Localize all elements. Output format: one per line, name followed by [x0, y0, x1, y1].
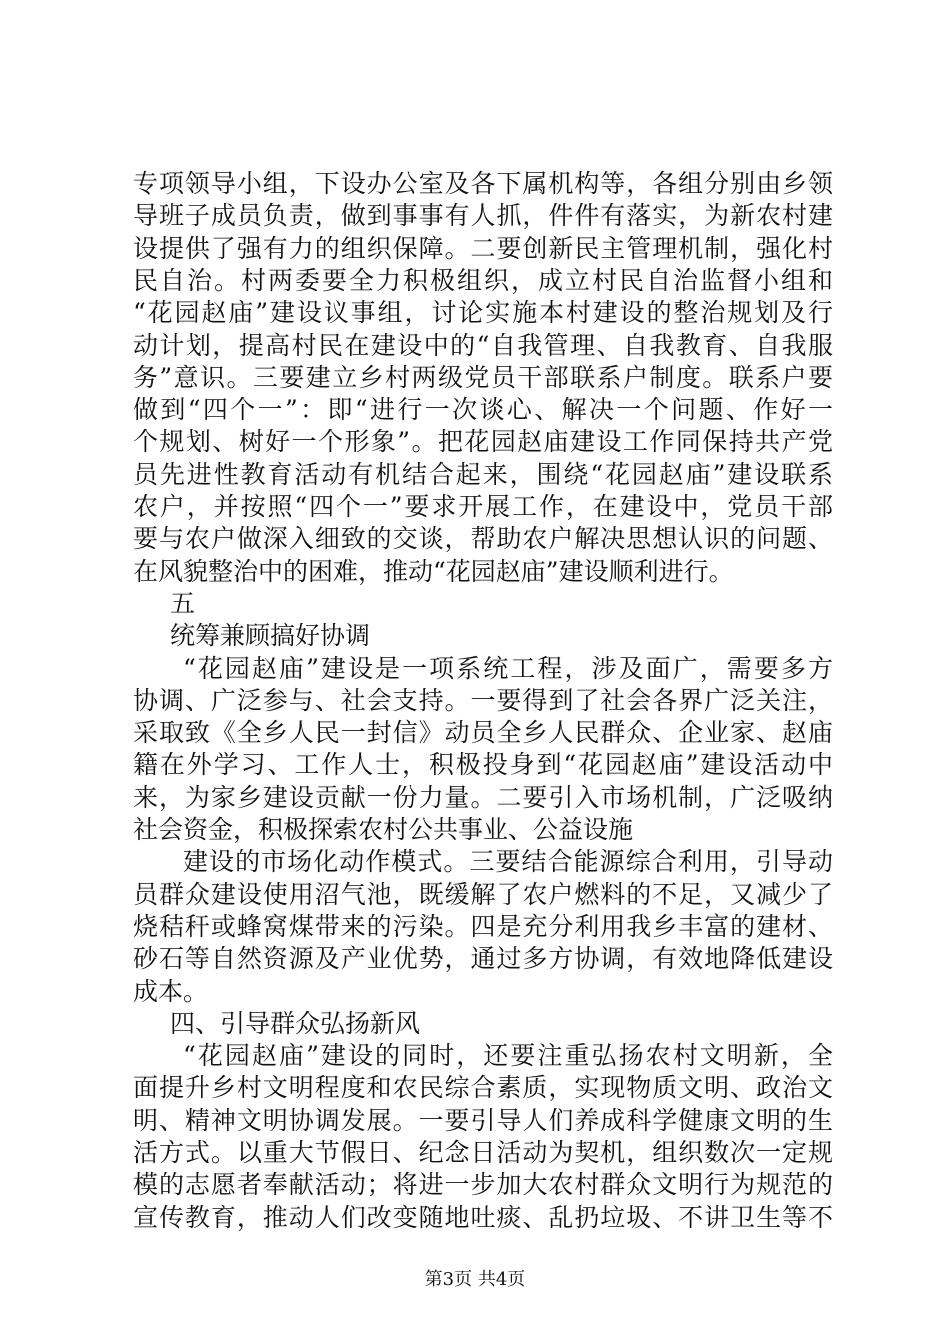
body-line: 模的志愿者奉献活动；将进一步加大农村群众文明行为规范的: [133, 1170, 833, 1200]
body-line: 动计划，提高村民在建设中的“自我管理、自我教育、自我服: [133, 330, 833, 360]
section-number: 五: [170, 588, 196, 618]
body-line: 员先进性教育活动有机结合起来，围绕“花园赵庙”建设联系: [133, 459, 833, 489]
body-line: 务”意识。三要建立乡村两级党员干部联系户制度。联系户要: [133, 362, 833, 392]
body-line: 砂石等自然资源及产业优势，通过多方协调，有效地降低建设: [133, 944, 833, 974]
section-heading: 四、引导群众弘扬新风: [170, 1008, 421, 1038]
body-line: 在风貌整治中的困难，推动“花园赵庙”建设顺利进行。: [133, 556, 734, 586]
body-line: 要与农户做深入细致的交谈，帮助农户解决思想认识的问题、: [133, 524, 833, 554]
body-line: 导班子成员负责，做到事事有人抓，件件有落实，为新农村建: [133, 201, 833, 231]
body-line: 成本。: [133, 976, 209, 1006]
body-line: 籍在外学习、工作人士，积极投身到“花园赵庙”建设活动中: [133, 750, 833, 780]
body-line: “花园赵庙”建设议事组，讨论实施本村建设的整治规划及行: [133, 298, 833, 328]
body-line: “花园赵庙”建设的同时，还要注重弘扬农村文明新，全: [183, 1041, 833, 1071]
body-line: 明、精神文明协调发展。一要引导人们养成科学健康文明的生: [133, 1105, 833, 1135]
body-line: 社会资金，积极探索农村公共事业、公益设施: [133, 815, 634, 844]
page-footer: 第3页 共4页: [424, 1269, 526, 1290]
body-line: “花园赵庙”建设是一项系统工程，涉及面广，需要多方: [183, 653, 833, 683]
body-line: 民自治。村两委要全力积极组织，成立村民自治监督小组和: [133, 265, 833, 295]
body-line: 设提供了强有力的组织保障。二要创新民主管理机制，强化村: [133, 233, 833, 263]
body-line: 采取致《全乡人民一封信》动员全乡人民群众、企业家、赵庙: [133, 718, 833, 748]
body-line: 宣传教育，推动人们改变随地吐痰、乱扔垃圾、不讲卫生等不: [133, 1202, 833, 1232]
body-line: 来，为家乡建设贡献一份力量。二要引入市场机制，广泛吸纳: [133, 782, 833, 812]
body-line: 烧秸秆或蜂窝煤带来的污染。四是充分利用我乡丰富的建材、: [133, 911, 833, 941]
body-line: 专项领导小组，下设办公室及各下属机构等，各组分别由乡领: [133, 169, 833, 198]
body-line: 做到“四个一”：即“进行一次谈心、解决一个问题、作好一: [133, 395, 833, 425]
body-line: 活方式。以重大节假日、纪念日活动为契机，组织数次一定规: [133, 1138, 833, 1167]
body-line: 员群众建设使用沼气池，既缓解了农户燃料的不足，又减少了: [133, 879, 833, 909]
body-line: 农户，并按照“四个一”要求开展工作，在建设中，党员干部: [133, 492, 833, 521]
body-line: 建设的市场化动作模式。三要结合能源综合利用，引导动: [183, 847, 833, 877]
body-line: 协调、广泛参与、社会支持。一要得到了社会各界广泛关注，: [133, 685, 833, 715]
section-heading: 统筹兼顾搞好协调: [170, 621, 371, 651]
body-line: 面提升乡村文明程度和农民综合素质，实现物质文明、政治文: [133, 1073, 833, 1103]
body-line: 个规划、树好一个形象”。把花园赵庙建设工作同保持共产党: [133, 427, 833, 457]
